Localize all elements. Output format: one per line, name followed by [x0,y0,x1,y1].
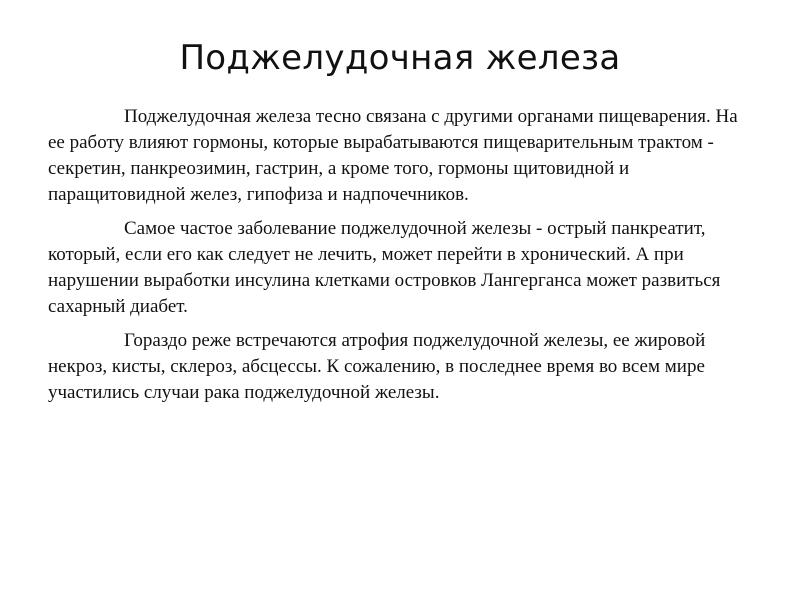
paragraph-hormones: Поджелудочная железа тесно связана с другими органами пищеварения. На ее работу влияют гормоны, которые вырабатываются пищеварительным трактом - секретин, панкреозимин, гастрин, а кроме того, гормоны щитовидной и паращитовидной желез, гипофиза и надпочечников. [48,106,738,205]
paragraph-rare-diseases: Гораздо реже встречаются атрофия поджелудочной железы, ее жировой некроз, кисты, склероз, абсцессы. К сожалению, в последнее время во всем мире участились случаи рака поджелудочной железы. [48,330,706,403]
slide-body [48,104,754,414]
slide-title: Поджелудочная железа [179,38,621,78]
paragraph-pancreatitis: Самое частое заболевание поджелудочной железы - острый панкреатит, который, если его как следует не лечить, может перейти в хронический. А при нарушении выработки инсулина клетками островков Лангерганса может развиться сахарный диабет. [48,218,721,317]
